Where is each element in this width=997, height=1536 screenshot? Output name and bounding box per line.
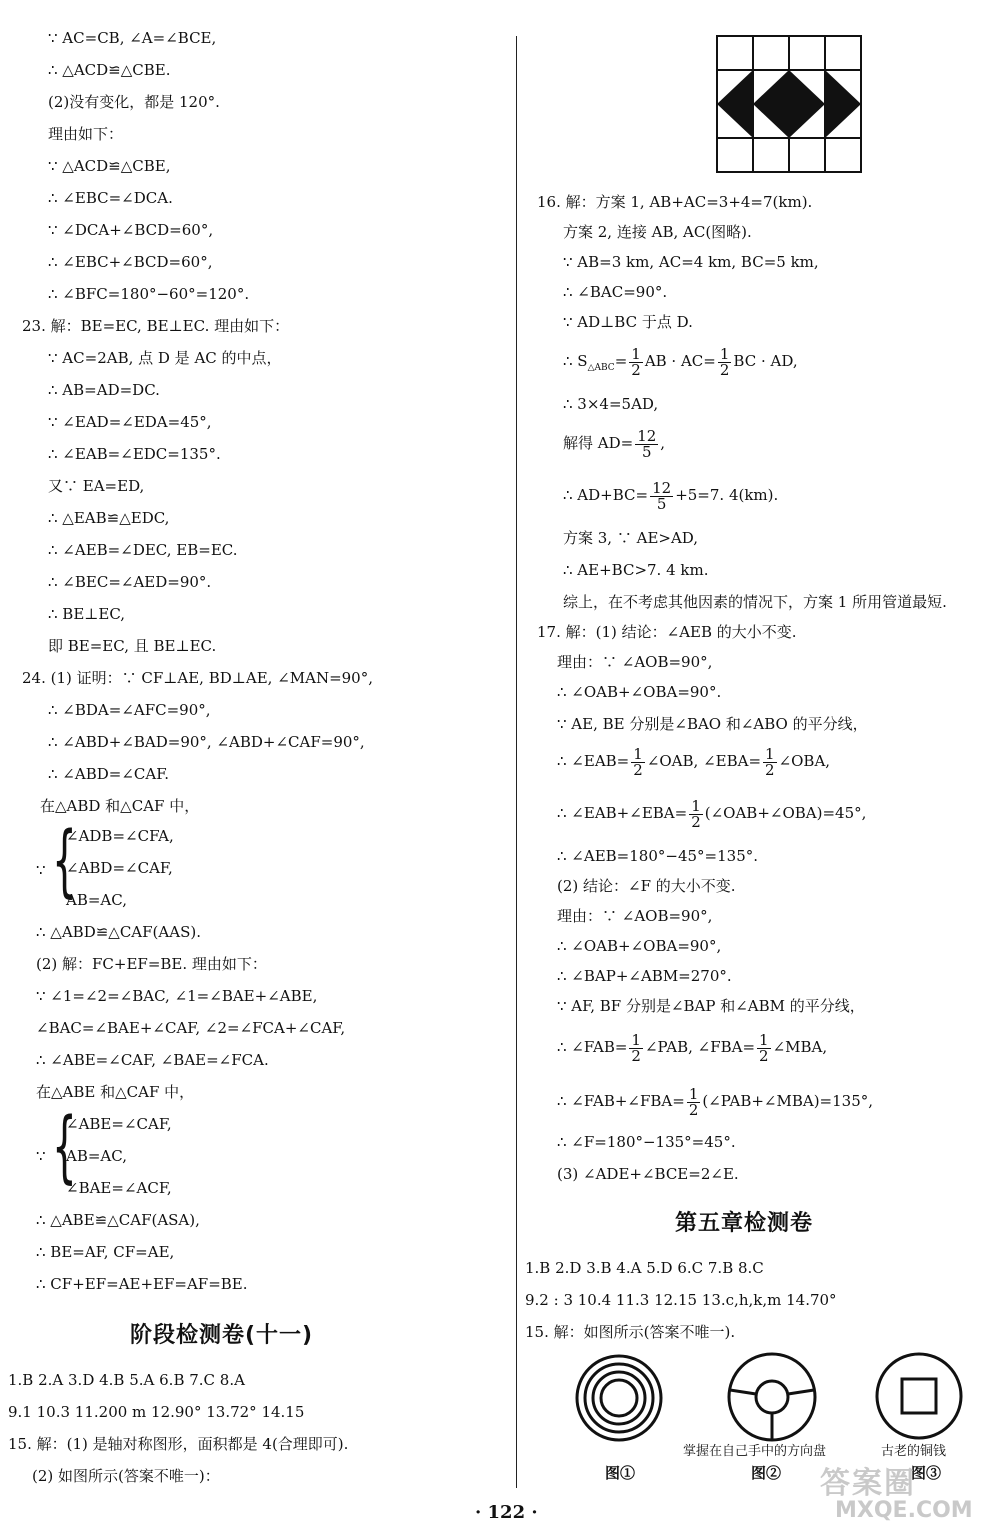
text-line: ∴ ∠ABD+∠BAD=90°, ∠ABD+∠CAF=90°, — [48, 733, 365, 751]
text-line: 理由：∵ ∠AOB=90°, — [557, 907, 713, 925]
question-24: 24. (1) 证明：∵ CF⊥AE, BD⊥AE, ∠MAN=90°, — [22, 669, 373, 687]
text-line: ∴ AB=AD=DC. — [48, 381, 160, 399]
text-line: ∴ △ABE≌△CAF(ASA), — [36, 1211, 200, 1229]
text-line: ∴ AD+BC= $\frac{12}{5}$ +5=7. 4(km). — [563, 478, 779, 513]
text-line: 又∵ EA=ED, — [48, 477, 145, 495]
concentric-circles-figure — [573, 1352, 665, 1444]
text-line: 方案 2, 连接 AB, AC(图略). — [563, 223, 752, 241]
text-line: ∴ ∠BAP+∠ABM=270°. — [557, 967, 732, 985]
system-line: ∠ABE=∠CAF, — [66, 1115, 172, 1133]
watermark-url: MXQE.COM — [835, 1498, 973, 1523]
text-line: ∴ ∠EAB= $\frac{1}{2}$ ∠OAB, ∠EBA= $\frac{1}{2}$ ∠OBA, — [557, 744, 831, 779]
text-line: ∵ AE, BE 分别是∠BAO 和∠ABO 的平分线， — [557, 715, 868, 733]
section-title: 第五章检测卷 — [675, 1211, 814, 1236]
text-line: ∵ △ACD≌△CBE, — [48, 157, 171, 175]
text-line: ∵ AF, BF 分别是∠BAP 和∠ABM 的平分线， — [557, 997, 865, 1015]
fraction: $\frac{1}{2}$ — [719, 344, 730, 379]
text-line: ∴ ∠F=180°−135°=45°. — [557, 1133, 736, 1151]
system-line: ∠ABD=∠CAF, — [66, 859, 173, 877]
text-line: ∴ ∠FAB+∠FBA= $\frac{1}{2}$ (∠PAB+∠MBA)=135°, — [557, 1084, 874, 1119]
fraction: $\frac{12}{5}$ — [652, 478, 672, 513]
text-line: ∴ ∠ABD=∠CAF. — [48, 765, 170, 783]
left-brace: { — [52, 816, 77, 906]
coin-figure — [873, 1350, 965, 1442]
system-line: AB=AC, — [66, 891, 127, 909]
text-line: ∴ ∠EBC=∠DCA. — [48, 189, 173, 207]
text-line: ∴ ∠ABE=∠CAF, ∠BAE=∠FCA. — [36, 1051, 269, 1069]
because-symbol: ∵ — [36, 861, 46, 879]
text-line: ∴ △ABD≌△CAF(AAS). — [36, 923, 201, 941]
left-brace: { — [52, 1102, 77, 1192]
answer-row: 1.B 2.A 3.D 4.B 5.A 6.B 7.C 8.A — [8, 1371, 245, 1389]
text-line: ∵ ∠EAD=∠EDA=45°, — [48, 413, 212, 431]
grid-figure — [715, 34, 865, 176]
text-line: ∵ ∠DCA+∠BCD=60°, — [48, 221, 214, 239]
text-line: ∴ ∠BEC=∠AED=90°. — [48, 573, 212, 591]
text-line: 在△ABD 和△CAF 中， — [40, 797, 200, 815]
fraction: $\frac{1}{2}$ — [631, 344, 641, 379]
question-17: 17. 解：(1) 结论：∠AEB 的大小不变. — [537, 623, 797, 641]
figure-caption-text: 掌握在自己手中的方向盘 — [683, 1444, 827, 1459]
answer-row: 1.B 2.D 3.B 4.A 5.D 6.C 7.B 8.C — [525, 1259, 764, 1277]
text-line: (2)没有变化，都是 120°. — [48, 93, 220, 111]
text-line: 理由如下： — [48, 125, 124, 143]
fraction: $\frac{1}{2}$ — [691, 796, 701, 831]
text-line: ∴ ∠AEB=180°−45°=135°. — [557, 847, 759, 865]
text-line: ∵ AB=3 km, AC=4 km, BC=5 km, — [563, 253, 819, 271]
text-line: ∴ ∠EBC+∠BCD=60°, — [48, 253, 213, 271]
text-line: ∴ ∠OAB+∠OBA=90°, — [557, 937, 722, 955]
column-divider — [516, 36, 517, 1488]
section-title: 阶段检测卷(十一) — [130, 1323, 314, 1348]
text-line: ∴ ∠BDA=∠AFC=90°, — [48, 701, 211, 719]
text-line: ∴ ∠BFC=180°−60°=120°. — [48, 285, 250, 303]
page-number: · 122 · — [475, 1502, 538, 1523]
text-line: 解得 AD= $\frac{12}{5}$ , — [563, 426, 666, 461]
fraction: $\frac{1}{2}$ — [759, 1030, 769, 1065]
text-line: ∴ ∠OAB+∠OBA=90°. — [557, 683, 722, 701]
watermark: 答案圈 — [820, 1466, 916, 1501]
figure-label: 图② — [751, 1464, 782, 1482]
text-line: 方案 3, ∵ AE>AD, — [563, 529, 699, 547]
text-line: (2) 解：FC+EF=BE. 理由如下： — [36, 955, 267, 973]
text-line: 综上，在不考虑其他因素的情况下，方案 1 所用管道最短. — [563, 593, 947, 611]
fraction: $\frac{1}{2}$ — [765, 744, 775, 779]
question-15: 15. 解：(1) 是轴对称图形，面积都是 4(合理即可). — [8, 1435, 349, 1453]
text-line: ∴ △ACD≌△CBE. — [48, 61, 171, 79]
text-line: (3) ∠ADE+∠BCE=2∠E. — [557, 1165, 739, 1183]
question-16: 16. 解：方案 1, AB+AC=3+4=7(km). — [537, 193, 813, 211]
text-line: 在△ABE 和△CAF 中， — [36, 1083, 195, 1101]
text-line: ∵ AC=2AB, 点 D 是 AC 的中点， — [48, 349, 282, 367]
system-line: AB=AC, — [66, 1147, 127, 1165]
text-line: ∴ ∠FAB= $\frac{1}{2}$ ∠PAB, ∠FBA= $\frac{1}{2}$ ∠MBA, — [557, 1030, 828, 1065]
text-line: ∴ ∠AEB=∠DEC, EB=EC. — [48, 541, 238, 559]
question-15: 15. 解：如图所示(答案不唯一). — [525, 1323, 736, 1341]
text-line: ∴ ∠BAC=90°. — [563, 283, 668, 301]
text-line: ∴ AE+BC>7. 4 km. — [563, 561, 709, 579]
text-line: ∴ BE⊥EC, — [48, 605, 126, 623]
text-line: 理由：∵ ∠AOB=90°, — [557, 653, 713, 671]
fraction: $\frac{1}{2}$ — [631, 1030, 641, 1065]
question-23: 23. 解：BE=EC, BE⊥EC. 理由如下： — [22, 317, 290, 335]
text-line: ∠BAC=∠BAE+∠CAF, ∠2=∠FCA+∠CAF, — [36, 1019, 346, 1037]
text-line: ∴ ∠EAB+∠EBA= $\frac{1}{2}$ (∠OAB+∠OBA)=45°, — [557, 796, 867, 831]
system-line: ∠ADB=∠CFA, — [66, 827, 174, 845]
area-formula: ∴ $S_{\triangle ABC}=$ $\frac{1}{2}$ AB · AC= $\frac{1}{2}$ BC · AD, — [563, 344, 798, 379]
answer-row: 9.1 10.3 11.200 m 12.90° 13.72° 14.15 — [8, 1403, 305, 1421]
fraction: $\frac{1}{2}$ — [688, 1084, 699, 1119]
text-line: ∵ ∠1=∠2=∠BAC, ∠1=∠BAE+∠ABE, — [36, 987, 318, 1005]
figure-label: 图① — [605, 1464, 636, 1482]
text-line: ∴ 3×4=5AD, — [563, 395, 659, 413]
text-line: (2) 结论：∠F 的大小不变. — [557, 877, 736, 895]
answer-row: 9.2 : 3 10.4 11.3 12.15 13.c,h,k,m 14.70° — [525, 1291, 837, 1309]
fraction: $\frac{1}{2}$ — [633, 744, 643, 779]
text-line: ∵ AC=CB, ∠A=∠BCE, — [48, 29, 217, 47]
text-line: ∵ AD⊥BC 于点 D. — [563, 313, 693, 331]
text-line: 即 BE=EC, 且 BE⊥EC. — [48, 637, 217, 655]
text-line: ∴ ∠EAB=∠EDC=135°. — [48, 445, 221, 463]
figure-caption-text: 古老的铜钱 — [881, 1444, 947, 1459]
text-line: (2) 如图所示(答案不唯一)： — [32, 1467, 220, 1485]
text-line: ∴ △EAB≌△EDC, — [48, 509, 170, 527]
steering-wheel-figure — [725, 1350, 819, 1444]
fraction: $\frac{12}{5}$ — [637, 426, 657, 461]
because-symbol: ∵ — [36, 1147, 46, 1165]
text-line: ∴ CF+EF=AE+EF=AF=BE. — [36, 1275, 248, 1293]
figure-label: 图③ — [911, 1464, 942, 1482]
system-line: ∠BAE=∠ACF, — [66, 1179, 172, 1197]
text-line: ∴ BE=AF, CF=AE, — [36, 1243, 175, 1261]
